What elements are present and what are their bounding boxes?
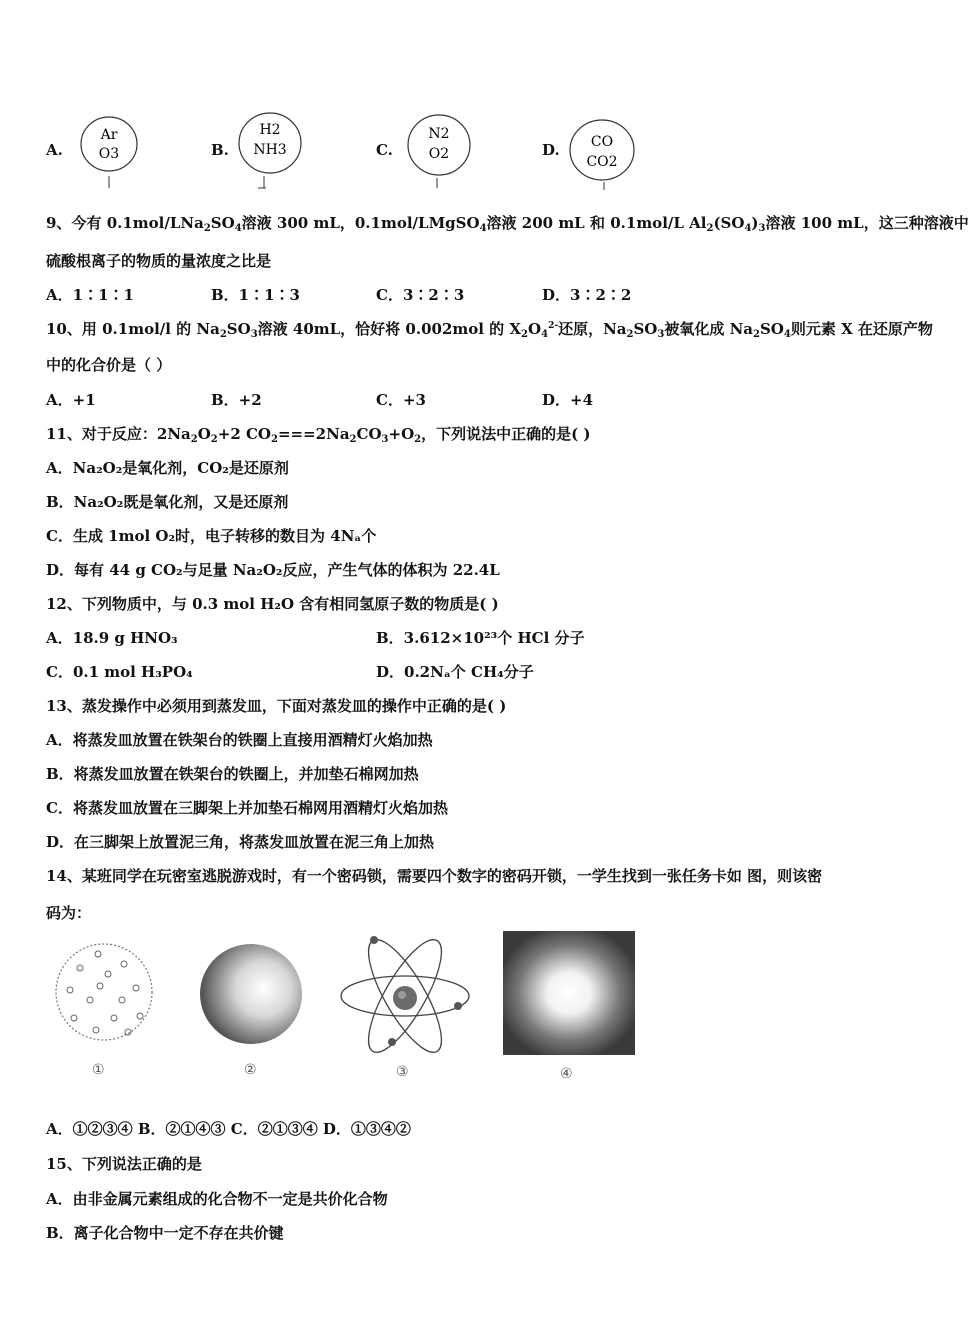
balloon-a-figure (76, 114, 146, 192)
q10-option-c: C．+3 (376, 391, 426, 409)
q10-stem-line2: 中的化合价是（ ） (46, 356, 172, 374)
q9-sol1: 0.1mol/LNa (106, 214, 204, 232)
q9-option-d: D．3∶2∶2 (542, 286, 632, 304)
q11-stem-c: +2 CO (217, 425, 271, 443)
q10-option-b: B．+2 (211, 391, 262, 409)
q10-number: 10、 (46, 320, 82, 338)
q12-number: 12、 (46, 595, 82, 613)
balloon-a-line1: Ar (100, 127, 118, 143)
q9-sol2c: 溶液 (486, 214, 517, 232)
q11-stem-f: +O (388, 425, 415, 443)
figure-2-label: ② (244, 1062, 257, 1078)
q9-sol1c: 溶液 (241, 214, 272, 232)
q13-option-a: A．将蒸发皿放置在铁架台的铁圈上直接用酒精灯火焰加热 (46, 731, 433, 749)
q9-vol2: 200 mL (521, 214, 585, 232)
q14-number: 14、 (46, 867, 82, 885)
figure-3-label: ③ (396, 1064, 409, 1080)
q15-stem-text: 下列说法正确的是 (81, 1155, 202, 1173)
q10-p1: 用 0.1mol/l 的 Na (81, 320, 220, 338)
q11-stem: 11、对于反应：$2Na_2O_2+2$ $CO_2===2Na_2CO_3+O_2$，下列说法中正确的是( ) (46, 425, 591, 445)
q14-stem-text: 某班同学在玩密室逃脱游戏时，有一个密码锁，需要四个数字的密码开锁，一学生找到一张任务卡如 图，则该密 (81, 867, 823, 885)
q15-stem (46, 1153, 202, 1174)
balloon-b-line2: NH3 (253, 142, 287, 158)
q8-option-c-label: C. (376, 141, 393, 159)
q12-option-d: D．0.2Nₐ个 CH₄分子 (376, 663, 534, 681)
figure-1-label: ① (92, 1062, 105, 1078)
q10-p7: 被氧化成 Na (664, 320, 753, 338)
figure-4-label: ④ (560, 1066, 573, 1082)
q9-vol1: 300 mL， (276, 214, 355, 232)
q10-p5: 还原，Na (558, 320, 627, 338)
q14-stem-line2: 码为： (46, 904, 92, 922)
q9-sol3c: ) (751, 214, 759, 232)
q15-option-a: A．由非金属元素组成的化合物不一定是共价化合物 (46, 1190, 388, 1208)
q10-option-d: D．+4 (542, 391, 594, 409)
q11-option-d: D．每有 44 g CO₂与足量 Na₂O₂反应，产生气体的体积为 22.4L (46, 561, 500, 579)
q12-option-b: B．3.612×10²³个 HCl 分子 (376, 629, 585, 647)
balloon-c-line2: O2 (428, 146, 450, 162)
q13-option-d: D．在三脚架上放置泥三角，将蒸发皿放置在泥三角上加热 (46, 833, 435, 851)
q11-option-b: B．Na₂O₂既是氧化剂，又是还原剂 (46, 493, 289, 511)
atom-model-solid-sphere-figure (198, 942, 306, 1046)
q12-option-a: A．18.9 g HNO₃ (46, 629, 178, 647)
atom-model-electron-cloud-figure (502, 930, 636, 1056)
q9-sol1b: SO (210, 214, 235, 232)
q11-stem-g: ，下列说法中正确的是( ) (421, 425, 591, 443)
balloon-d-line2: CO2 (586, 154, 618, 170)
q13-option-c: C．将蒸发皿放置在三脚架上并加垫石棉网用酒精灯火焰加热 (46, 799, 448, 817)
q13-stem-text: 蒸发操作中必须用到蒸发皿，下面对蒸发皿的操作中正确的是( ) (81, 697, 507, 715)
q13-stem (46, 695, 506, 716)
q11-stem-d: ===2Na (277, 425, 350, 443)
balloon-c-figure (404, 112, 476, 192)
q9-stem-line2: 硫酸根离子的物质的量浓度之比是 (46, 252, 272, 270)
q9-sol3b: (SO (713, 214, 745, 232)
q10-stem-line1: 10、用 0.1mol/l 的 $Na_2SO_3$溶液 40mL，恰好将 0.002mol 的 $X_2O_4^{2-}$还原，$Na_2SO_3$被氧化成 $Na_2SO_4$则元素 X 在还原产物 (46, 320, 933, 340)
q13-option-b: B．将蒸发皿放置在铁架台的铁圈上，并加垫石棉网加热 (46, 765, 419, 783)
q10-p9: 则元素 X 在还原产物 (790, 320, 933, 338)
q9-and: 和 (589, 214, 605, 232)
q9-sol2: 0.1mol/LMgSO (354, 214, 480, 232)
q10-p3: 溶液 40mL，恰好将 0.002mol 的 X (257, 320, 522, 338)
q10-p6: SO (633, 320, 658, 338)
q10-option-a: A．+1 (46, 391, 96, 409)
q9-vol3: 100 mL，这三种溶液中 (800, 214, 969, 232)
q12-stem (46, 593, 499, 614)
q9-stem-line1: 9、今有 $0.1mol/LNa_2SO_4$溶液 300 mL，0.1mol/LMgSO$_4$溶液 200 mL 和 0.1mol/L $Al_2(SO_4)_3$溶液 100 mL，这三种溶液中 (46, 214, 969, 234)
q8-option-a-label: A. (46, 141, 63, 159)
q9-option-a: A．1∶1∶1 (46, 286, 134, 304)
q13-number: 13、 (46, 697, 82, 715)
q9-sol3d: 溶液 (765, 214, 796, 232)
q12-option-c: C．0.1 mol H₃PO₄ (46, 663, 193, 681)
q10-p8: SO (759, 320, 784, 338)
q11-stem-b: O (197, 425, 211, 443)
q12-stem-text: 下列物质中，与 0.3 mol H₂O 含有相同氢原子数的物质是( ) (81, 595, 499, 613)
q11-stem-e: CO (356, 425, 382, 443)
atom-model-orbit-figure (338, 930, 472, 1060)
q9-option-c: C．3∶2∶3 (376, 286, 465, 304)
q11-number: 11、 (46, 425, 82, 443)
balloon-d-line1: CO (590, 134, 614, 150)
balloon-b-figure (236, 110, 308, 190)
balloon-a-line2: O3 (98, 146, 120, 162)
q9-sol3: 0.1mol/L Al (610, 214, 707, 232)
q15-number: 15、 (46, 1155, 82, 1173)
balloon-d-figure (568, 116, 640, 194)
q15-option-b: B．离子化合物中一定不存在共价键 (46, 1224, 284, 1242)
q11-stem-a: 对于反应：2Na (81, 425, 191, 443)
balloon-c-line1: N2 (428, 126, 450, 142)
q8-option-b-label: B. (211, 141, 229, 159)
q9-number: 9、 (46, 214, 72, 232)
q11-option-a: A．Na₂O₂是氧化剂，CO₂是还原剂 (46, 459, 289, 477)
q10-p2: SO (226, 320, 251, 338)
q8-option-d-label: D. (542, 141, 560, 159)
q9-text: 今有 (71, 214, 102, 232)
q9-option-b: B．1∶1∶3 (211, 286, 300, 304)
atom-model-plum-pudding-figure (50, 942, 162, 1042)
q10-p4: O (528, 320, 542, 338)
q14-options: A．①②③④ B．②①④③ C．②①③④ D．①③④② (46, 1120, 411, 1138)
balloon-b-line1: H2 (259, 122, 281, 138)
q11-option-c: C．生成 1mol O₂时，电子转移的数目为 4Nₐ个 (46, 527, 377, 545)
q14-stem-line1 (46, 865, 822, 886)
